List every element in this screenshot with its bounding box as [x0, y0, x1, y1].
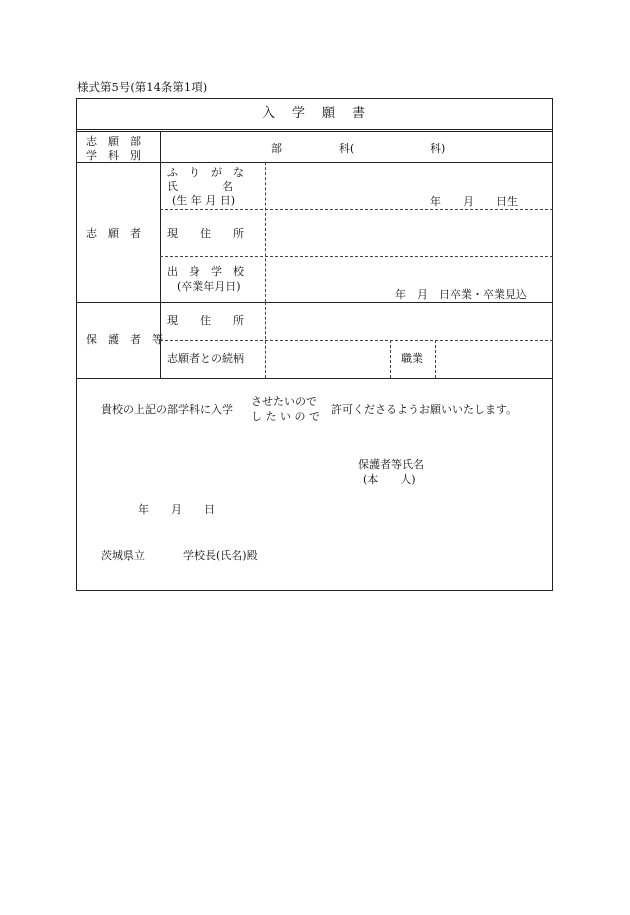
applicant-label: 志 願 者 — [86, 227, 141, 240]
guardian-address-label: 現 住 所 — [167, 314, 244, 327]
relation-label: 志願者との続柄 — [167, 352, 244, 365]
furigana-label: ふ り が な — [167, 166, 244, 179]
school-label: 出 身 学 校 — [167, 265, 244, 278]
birth-label: (生 年 月 日) — [172, 194, 236, 207]
form-title: 入 学 願 書 — [261, 106, 367, 121]
grad-value: 年 月 日卒業・卒業見込 — [395, 288, 527, 301]
name-label: 氏 名 — [167, 180, 233, 193]
request-suffix: 許可くださるようお願いいたします。 — [331, 403, 518, 416]
request-option2: し た い の で — [251, 410, 320, 423]
dept-ka-open: 科( — [339, 142, 355, 155]
self-label: (本 人) — [363, 473, 416, 486]
grad-date-label: (卒業年月日) — [177, 280, 241, 293]
form-number: 様式第5号(第14条第1項) — [77, 80, 208, 94]
request-prefix: 貴校の上記の部学科に入学 — [101, 403, 233, 416]
dept-label-line1: 志 願 部 — [86, 135, 141, 148]
birth-value: 年 月 日生 — [430, 195, 518, 208]
dept-ka-close: 科) — [430, 142, 446, 155]
dept-bu: 部 — [271, 142, 282, 155]
guardian-name-label: 保護者等氏名 — [358, 458, 424, 471]
dept-label-line2: 学 科 別 — [86, 149, 141, 162]
request-option1: させたいので — [251, 395, 317, 408]
addressee-pref: 茨城県立 — [101, 549, 145, 562]
occupation-label: 職業 — [401, 352, 423, 365]
applicant-address-label: 現 住 所 — [167, 227, 244, 240]
addressee-principal: 学校長(氏名)殿 — [183, 549, 258, 562]
guardian-label: 保 護 者 等 — [86, 333, 163, 346]
date-line: 年 月 日 — [138, 503, 215, 516]
